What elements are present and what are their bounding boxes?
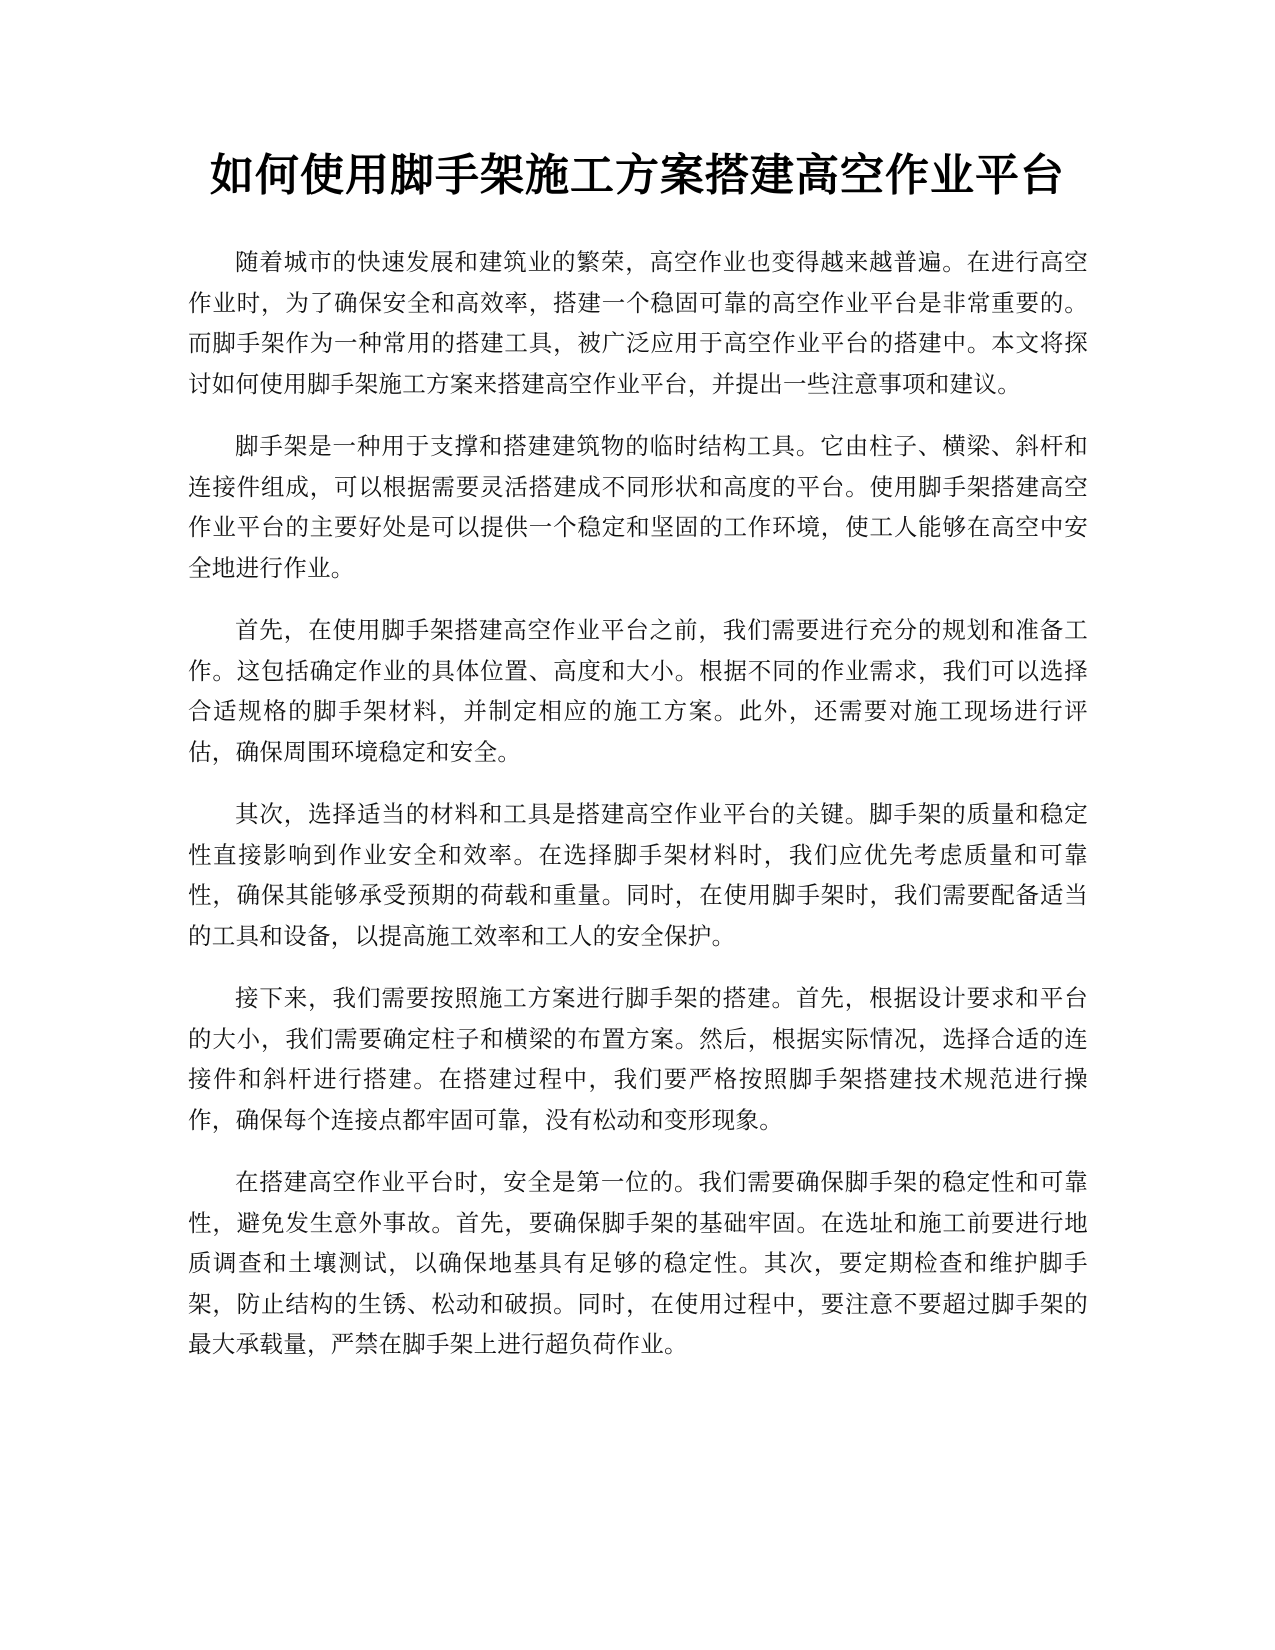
paragraph-materials: 其次，选择适当的材料和工具是搭建高空作业平台的关键。脚手架的质量和稳定性直接影响到作业安全和效率。在选择脚手架材料时，我们应优先考虑质量和可靠性，确保其能够承受预期的荷载和重量。同时，在使用脚手架时，我们需要配备适当的工具和设备，以提高施工效率和工人的安全保护。 <box>188 800 1088 950</box>
paragraph-intro: 随着城市的快速发展和建筑业的繁荣，高空作业也变得越来越普遍。在进行高空作业时，为了确保安全和高效率，搭建一个稳固可靠的高空作业平台是非常重要的。而脚手架作为一种常用的搭建工具，被广泛应用于高空作业平台的搭建中。本文将探讨如何使用脚手架施工方案来搭建高空作业平台，并提出一些注意事项和建议。 <box>188 248 1088 398</box>
document-title: 如何使用脚手架施工方案搭建高空作业平台 <box>210 150 1065 201</box>
paragraph-planning: 首先，在使用脚手架搭建高空作业平台之前，我们需要进行充分的规划和准备工作。这包括确定作业的具体位置、高度和大小。根据不同的作业需求，我们可以选择合适规格的脚手架材料，并制定相应的施工方案。此外，还需要对施工现场进行评估，确保周围环境稳定和安全。 <box>188 616 1088 766</box>
paragraph-safety: 在搭建高空作业平台时，安全是第一位的。我们需要确保脚手架的稳定性和可靠性，避免发生意外事故。首先，要确保脚手架的基础牢固。在选址和施工前要进行地质调查和土壤测试，以确保地基具有足够的稳定性。其次，要定期检查和维护脚手架，防止结构的生锈、松动和破损。同时，在使用过程中，要注意不要超过脚手架的最大承载量，严禁在脚手架上进行超负荷作业。 <box>188 1168 1088 1358</box>
paragraph-scaffold-definition: 脚手架是一种用于支撑和搭建建筑物的临时结构工具。它由柱子、横梁、斜杆和连接件组成，可以根据需要灵活搭建成不同形状和高度的平台。使用脚手架搭建高空作业平台的主要好处是可以提供一个稳定和坚固的工作环境，使工人能够在高空中安全地进行作业。 <box>188 432 1088 582</box>
document-body <box>188 242 1088 1387</box>
paragraph-construction: 接下来，我们需要按照施工方案进行脚手架的搭建。首先，根据设计要求和平台的大小，我们需要确定柱子和横梁的布置方案。然后，根据实际情况，选择合适的连接件和斜杆进行搭建。在搭建过程中，我们要严格按照脚手架搭建技术规范进行操作，确保每个连接点都牢固可靠，没有松动和变形现象。 <box>188 984 1088 1134</box>
